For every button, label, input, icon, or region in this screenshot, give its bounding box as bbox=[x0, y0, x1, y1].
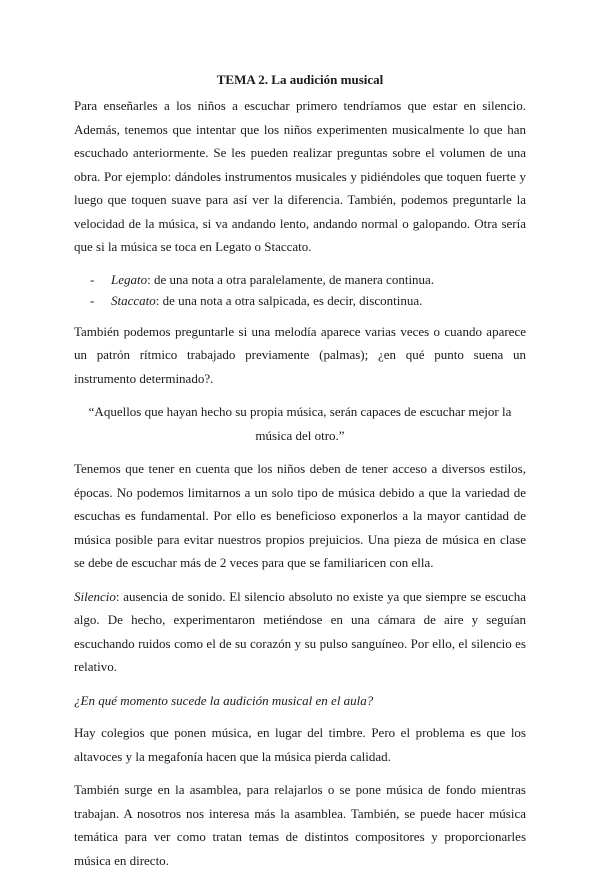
quote: “Aquellos que hayan hecho su propia música, serán capaces de escuchar mejor la música del otro.” bbox=[88, 404, 512, 443]
bullet-dash: - bbox=[90, 271, 95, 287]
bullet-term: Legato bbox=[111, 271, 148, 287]
document-page bbox=[74, 68, 526, 882]
paragraph-silencio bbox=[74, 585, 526, 679]
page-title: TEMA 2. La audición musical bbox=[216, 72, 384, 87]
paragraph-colegios: Hay colegios que ponen música, en lugar del timbre. Pero el problema es que los altavoces y la megafonía hacen que la música pierda calidad. bbox=[74, 725, 526, 764]
bullet-text: : de una nota a otra salpicada, es decir, discontinua. bbox=[155, 292, 423, 308]
paragraph-intro: Para enseñarles a los niños a escuchar primero tendríamos que estar en silencio. Además, tenemos que intentar que los niños experimenten musicalmente lo que han escuchado anteriormente. Se les pueden realizar preguntas sobre el volumen de una obra. Por ejemplo: dándoles instrumentos musicales y pidiéndoles que toquen fuerte y luego que toquen suave para así ver la diferencia. También, podemos preguntarle la velocidad de la música, si va andando lento, andando normal o galopando. Otra sería que si la música se toca en Legato o Staccato. bbox=[74, 98, 526, 254]
bullet-item-staccato bbox=[74, 290, 526, 311]
paragraph-asamblea: También surge en la asamblea, para relajarlos o se pone música de fondo mientras trabajan. A nosotros nos interesa más la asamblea. También, se puede hacer música temática para ver como tratan temas de distintos compositores y proporcionarles música en directo. bbox=[74, 782, 526, 868]
bullet-term: Staccato bbox=[111, 292, 156, 308]
paragraph-melody: También podemos preguntarle si una melodía aparece varias veces o cuando aparece un patrón rítmico trabajado previamente (palmas); ¿en qué punto suena un instrumento determinado?. bbox=[74, 323, 526, 386]
bullet-item-legato bbox=[74, 269, 526, 290]
paragraph-styles: Tenemos que tener en cuenta que los niños deben de tener acceso a diversos estilos, épocas. No podemos limitarnos a un solo tipo de música debido a que la variedad de escuchas es fundamental. Por ello es beneficioso exponerlos a la mayor cantidad de música posible para evitar nuestros propios prejuicios. Una pieza de música en clase se debe de escuchar más de 2 veces para que se familiaricen con ella. bbox=[74, 461, 526, 570]
bullet-text: : de una nota a otra paralelamente, de manera continua. bbox=[147, 271, 435, 287]
silencio-term: Silencio bbox=[74, 588, 116, 604]
section-question-heading: ¿En qué momento sucede la audición musical en el aula? bbox=[74, 692, 374, 708]
silencio-text: : ausencia de sonido. El silencio absoluto no existe ya que siempre se escucha algo. De hecho, experimentaron metiéndose en una cámara de aire y seguían escuchando ruidos como el de su corazón y su pulso sanguíneo. Por ello, el silencio es relativo. bbox=[74, 588, 526, 674]
bullet-list bbox=[74, 269, 526, 311]
bullet-dash: - bbox=[90, 292, 95, 308]
